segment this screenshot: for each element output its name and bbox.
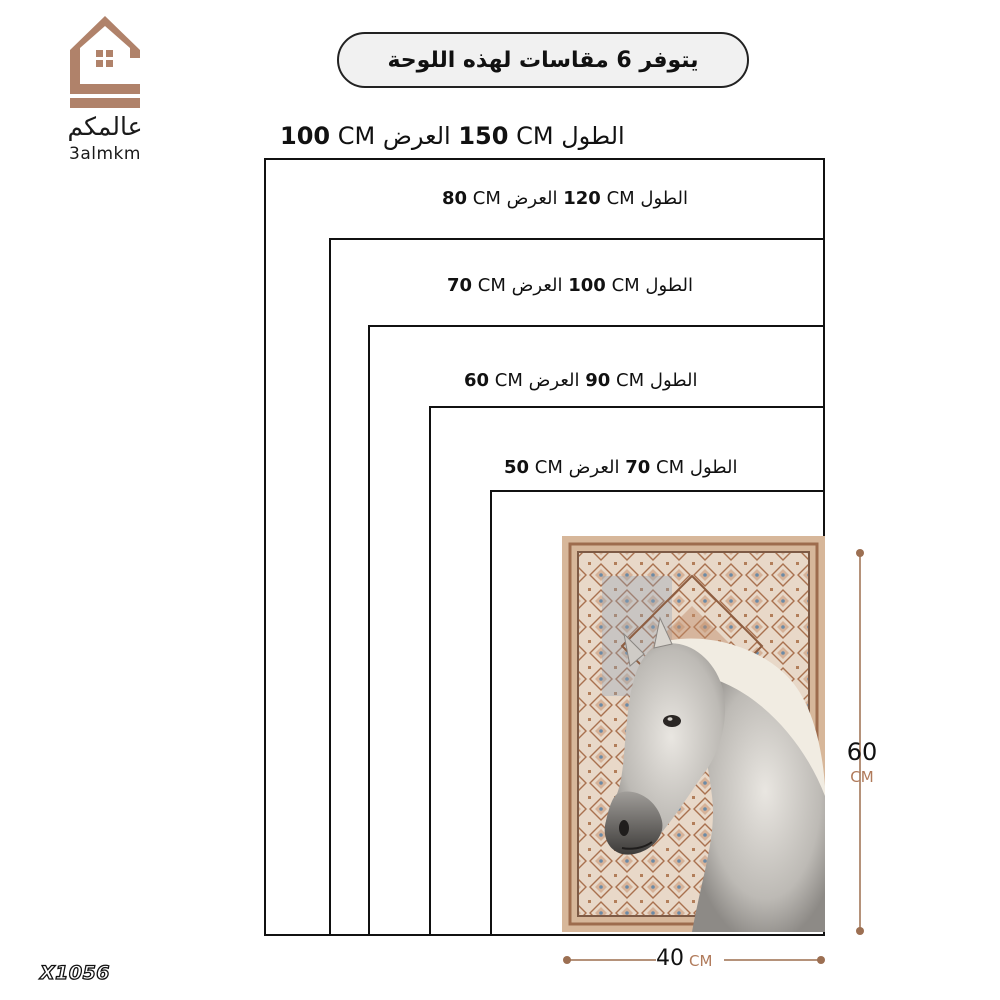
unit: CM: [616, 370, 645, 391]
length-word: الطول: [561, 122, 625, 150]
dimension-endpoint: [856, 927, 864, 935]
width-dimension-line: [567, 959, 656, 961]
width-word: العرض: [528, 370, 580, 391]
width-word: العرض: [511, 275, 563, 296]
unit: CM: [494, 370, 523, 391]
size-label-3: [447, 277, 693, 295]
width-value: 100: [280, 122, 331, 150]
length-value: 100: [568, 275, 606, 296]
brand-name-arabic: عالمكم: [67, 112, 143, 141]
length-word: الطول: [689, 457, 738, 478]
size-label-1: [280, 124, 625, 148]
horse-artwork-image: [562, 536, 825, 932]
dimension-endpoint: [563, 956, 571, 964]
width-value: 80: [442, 188, 468, 209]
length-word: الطول: [645, 275, 694, 296]
unit: CM: [477, 275, 506, 296]
width-word: العرض: [568, 457, 620, 478]
width-value: 70: [447, 275, 473, 296]
dimension-endpoint: [817, 956, 825, 964]
width-value: 40: [656, 946, 684, 971]
length-value: 120: [563, 188, 601, 209]
house-logo-icon: [68, 14, 142, 110]
width-value: 50: [504, 457, 530, 478]
size-label-2: [442, 190, 688, 208]
size-label-4: [464, 372, 698, 390]
brand-name-latin: 3almkm: [69, 144, 141, 164]
width-word: العرض: [382, 122, 451, 150]
unit: CM: [472, 188, 501, 209]
width-dimension-line: [724, 959, 821, 961]
page-title: يتوفر 6 مقاسات لهذه اللوحة: [337, 32, 749, 88]
height-unit: CM: [850, 768, 874, 786]
unit: CM: [611, 275, 640, 296]
width-value: 60: [464, 370, 490, 391]
height-value: 60: [846, 738, 878, 766]
width-word: العرض: [506, 188, 558, 209]
length-word: الطول: [640, 188, 689, 209]
width-unit: CM: [689, 952, 713, 970]
unit: CM: [516, 122, 554, 150]
unit: CM: [337, 122, 376, 150]
size-label-5: [504, 459, 738, 477]
length-value: 150: [458, 122, 509, 150]
dimension-endpoint: [856, 549, 864, 557]
length-value: 70: [625, 457, 651, 478]
product-code: X1056: [40, 962, 111, 984]
length-word: الطول: [649, 370, 698, 391]
unit: CM: [606, 188, 635, 209]
unit: CM: [656, 457, 685, 478]
unit: CM: [534, 457, 563, 478]
length-value: 90: [585, 370, 611, 391]
